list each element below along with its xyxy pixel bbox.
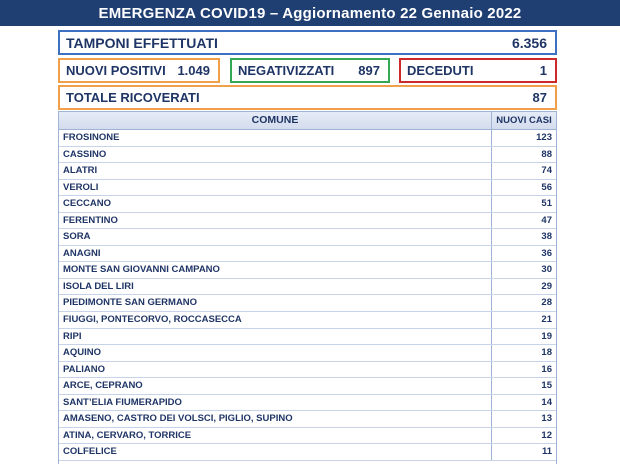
table-row bbox=[59, 246, 556, 263]
table-row bbox=[59, 428, 556, 445]
comune-cell: PIEDIMONTE SAN GERMANO bbox=[59, 295, 492, 311]
table-body bbox=[59, 130, 556, 461]
table-row bbox=[59, 295, 556, 312]
table-row bbox=[59, 345, 556, 362]
nuovi-casi-cell: 51 bbox=[541, 198, 552, 210]
nuovi-casi-cell: 19 bbox=[541, 330, 552, 342]
ricoverati-value: 87 bbox=[532, 90, 547, 105]
table-row bbox=[59, 411, 556, 428]
comune-cell: FERENTINO bbox=[59, 213, 492, 229]
table-row bbox=[59, 147, 556, 164]
table-row bbox=[59, 329, 556, 346]
positivi-value: 1.049 bbox=[177, 63, 210, 78]
comune-cell: ANAGNI bbox=[59, 246, 492, 262]
comune-cell: RIPI bbox=[59, 329, 492, 345]
nuovi-casi-cell: 12 bbox=[541, 429, 552, 441]
comune-cell: ALATRI bbox=[59, 163, 492, 179]
ricoverati-box bbox=[58, 85, 557, 110]
comune-cell: ATINA, CERVARO, TORRICE bbox=[59, 428, 492, 444]
nuovi-casi-cell: 15 bbox=[541, 380, 552, 392]
nuovi-casi-cell: 123 bbox=[536, 132, 552, 143]
ricoverati-label: TOTALE RICOVERATI bbox=[66, 90, 200, 105]
nuovi-casi-cell: 74 bbox=[541, 165, 552, 177]
comune-cell: AMASENO, CASTRO DEI VOLSCI, PIGLIO, SUPINO bbox=[59, 411, 492, 427]
comune-cell: PALIANO bbox=[59, 362, 492, 378]
nuovi-casi-cell: 47 bbox=[541, 214, 552, 226]
column-header-comune: COMUNE bbox=[59, 112, 492, 129]
nuovi-casi-cell: 28 bbox=[541, 297, 552, 309]
page-title-bar bbox=[0, 0, 620, 26]
negativizzati-value: 897 bbox=[358, 63, 380, 78]
nuovi-casi-cell: 36 bbox=[541, 247, 552, 259]
table-row bbox=[59, 444, 556, 461]
comune-cell: ISOLA DEL LIRI bbox=[59, 279, 492, 295]
nuovi-casi-cell: 16 bbox=[541, 363, 552, 375]
table-header bbox=[59, 112, 556, 130]
tamponi-value: 6.356 bbox=[511, 34, 547, 51]
table-row bbox=[59, 180, 556, 197]
comune-cell: COLFELICE bbox=[59, 444, 492, 460]
comune-cell: CECCANO bbox=[59, 196, 492, 212]
comune-cell: FROSINONE bbox=[59, 130, 492, 146]
nuovi-casi-cell: 11 bbox=[541, 446, 552, 458]
deceduti-label: DECEDUTI bbox=[407, 63, 474, 78]
table-row bbox=[59, 213, 556, 230]
table-row bbox=[59, 312, 556, 329]
comune-cell: VEROLI bbox=[59, 180, 492, 196]
deceduti-value: 1 bbox=[539, 63, 547, 78]
table-row bbox=[59, 362, 556, 379]
comune-cell: MONTE SAN GIOVANNI CAMPANO bbox=[59, 262, 492, 278]
nuovi-casi-cell: 38 bbox=[541, 231, 552, 243]
deceduti-box bbox=[399, 58, 557, 83]
cases-table bbox=[58, 111, 557, 464]
tamponi-label: TAMPONI EFFETTUATI bbox=[66, 34, 218, 51]
table-row bbox=[59, 395, 556, 412]
comune-cell: SORA bbox=[59, 229, 492, 245]
nuovi-casi-cell: 18 bbox=[541, 347, 552, 359]
nuovi-casi-cell: 13 bbox=[541, 413, 552, 425]
nuovi-casi-cell: 30 bbox=[541, 264, 552, 276]
table-row bbox=[59, 196, 556, 213]
nuovi-casi-cell: 29 bbox=[541, 280, 552, 292]
positivi-box bbox=[58, 58, 220, 83]
nuovi-casi-cell: 88 bbox=[541, 148, 552, 160]
page-title: EMERGENZA COVID19 – Aggiornamento 22 Gennaio 2022 bbox=[98, 4, 522, 22]
table-row bbox=[59, 130, 556, 147]
table-row bbox=[59, 262, 556, 279]
negativizzati-box bbox=[230, 58, 390, 83]
negativizzati-label: NEGATIVIZZATI bbox=[238, 63, 335, 78]
table-row bbox=[59, 229, 556, 246]
column-header-nuovi-casi: NUOVI CASI bbox=[496, 115, 552, 126]
comune-cell: AQUINO bbox=[59, 345, 492, 361]
comune-cell: SANT’ELIA FIUMERAPIDO bbox=[59, 395, 492, 411]
nuovi-casi-cell: 14 bbox=[541, 396, 552, 408]
comune-cell: FIUGGI, PONTECORVO, ROCCASECCA bbox=[59, 312, 492, 328]
table-row bbox=[59, 163, 556, 180]
tamponi-box bbox=[58, 30, 557, 55]
positivi-label: NUOVI POSITIVI bbox=[66, 63, 166, 78]
table-row bbox=[59, 279, 556, 296]
nuovi-casi-cell: 56 bbox=[541, 181, 552, 193]
comune-cell: ARCE, CEPRANO bbox=[59, 378, 492, 394]
nuovi-casi-cell: 21 bbox=[541, 314, 552, 326]
comune-cell: CASSINO bbox=[59, 147, 492, 163]
table-row bbox=[59, 378, 556, 395]
